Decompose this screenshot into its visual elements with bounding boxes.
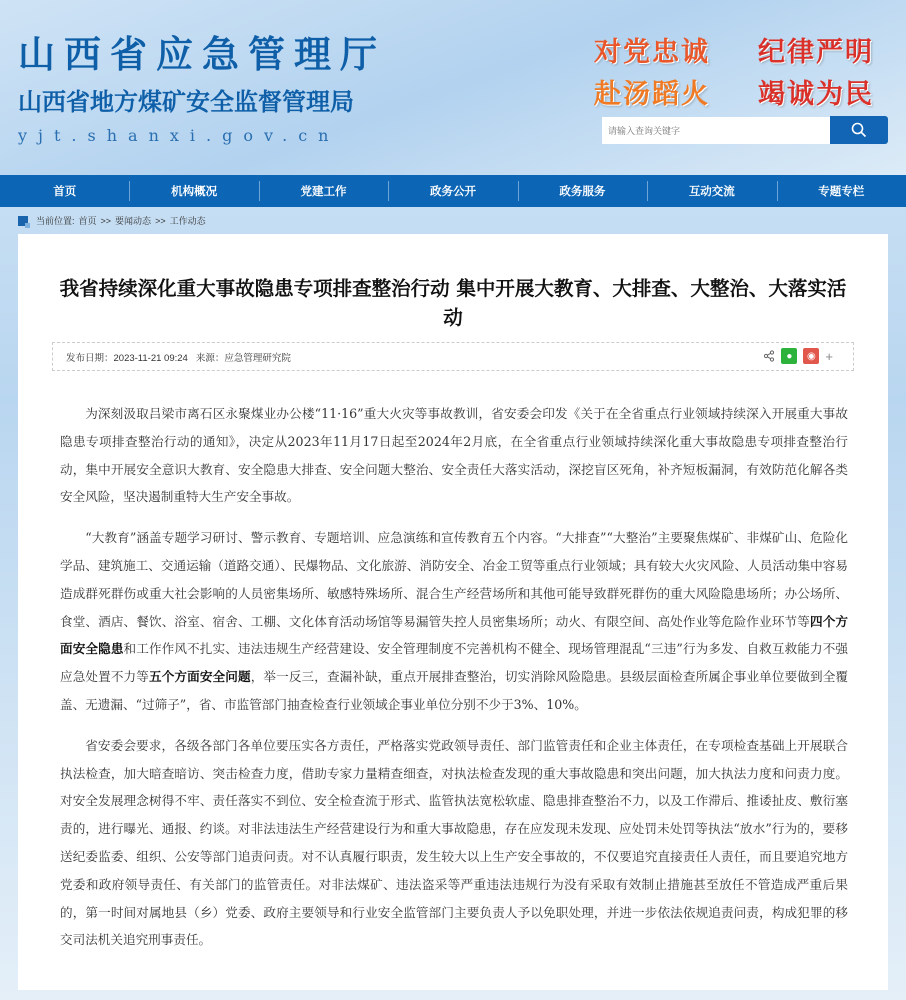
paragraph: 为深刻汲取吕梁市离石区永聚煤业办公楼“11·16”重大火灾等事故教训，省安委会印发《关于在全省重点行业领域持续深入开展重大事故隐患专项排查整治行动的通知》，决定从2023年11月17日起至2024年2月底，在全省重点行业领域持续深化重大事故隐患专项排查整治行动，集中开展安全意识大教育、安全隐患大排查、安全问题大整治、安全责任大落实活动，深挖盲区死角，补齐短板漏洞，有效防范化解各类安全风险，坚决遏制重特大生产安全事故。 (60, 406, 848, 505)
search-button[interactable] (830, 116, 888, 144)
slogan: 对党忠诚 (594, 37, 710, 68)
slogan: 竭诚为民 (758, 79, 874, 110)
location-icon (18, 216, 28, 226)
article-source: 来源：应急管理研究院 (195, 352, 291, 364)
breadcrumb-label: 当前位置: (36, 216, 75, 226)
article-card (18, 234, 888, 990)
site-header (0, 0, 906, 175)
publish-date: 发布日期：2023-11-21 09:24 (66, 352, 188, 364)
plus-icon[interactable]: + (825, 348, 833, 364)
share-bar (763, 348, 833, 364)
main-nav (0, 175, 906, 207)
paragraph (60, 524, 848, 719)
paragraph: 省安委会要求，各级各部门各单位要压实各方责任，严格落实党政领导责任、部门监管责任和企业主体责任，在专项检查基础上开展联合执法检查，加大暗查暗访、突击检查力度，借助专家力量精查细查，对执法检查发现的重大事故隐患和突出问题，加大执法力度和问责力度。对安全发展理念树得不牢、责任落实不到位、安全检查流于形式、监管执法宽松软虚、隐患排查整治不力，以及工作滞后、推诿扯皮、敷衍塞责的，进行曝光、通报、约谈。对非法违法生产经营建设行为和重大事故隐患，存在应发现未发现、应处罚未处罚等执法“放水”行为的，要移送纪委监委、组织、公安等部门追责问责。对不认真履行职责，发生较大以上生产安全事故的，不仅要追究直接责任人责任，而且要追究地方党委和政府领导责任、有关部门的监管责任。对非法煤矿、违法盗采等严重违法违规行为没有采取有效制止措施甚至放任不管造成严重后果的，第一时间对属地县（乡）党委、政府主要领导和行业安全监管部门主要负责人予以免职处理，并进一步依法依规追责问责，构成犯罪的移交司法机关追究刑事责任。 (60, 737, 848, 948)
breadcrumb (18, 214, 206, 227)
site-title: 山西省应急管理厅 (18, 32, 386, 76)
breadcrumb-sep: >> (100, 215, 112, 226)
text: ，举一反三，查漏补缺，重点开展排查整治，切实消除风险隐患。县级层面检查所属企事业单位要做到全覆盖、无遗漏、“过筛子”，省、市监管部门抽查检查行业领域企事业单位分别不少于3%、10%。 (60, 669, 849, 712)
slogan: 纪律严明 (758, 37, 874, 68)
search-icon (851, 122, 867, 138)
search-input[interactable] (602, 117, 830, 144)
nav-party[interactable]: 党建工作 (259, 175, 388, 207)
breadcrumb-sep: >> (155, 215, 166, 226)
nav-topics[interactable]: 专题专栏 (777, 175, 906, 207)
nav-services[interactable]: 政务服务 (518, 175, 647, 207)
nav-public[interactable]: 政务公开 (388, 175, 517, 207)
nav-about[interactable]: 机构概况 (129, 175, 258, 207)
weibo-icon[interactable]: ◉ (803, 348, 819, 364)
article-title: 我省持续深化重大事故隐患专项排查整治行动 集中开展大教育、大排查、大整治、大落实活动 (59, 277, 847, 329)
text: 和工作作风不扎实、违法违规生产经营建设、安全管理制度不完善机构不健全、现场管理混乱“三违”行为多发、自救互救能力不强应急处置不力等 (60, 641, 848, 685)
wechat-icon[interactable]: ● (781, 348, 797, 364)
article-body (60, 400, 848, 967)
nav-home[interactable]: 首页 (53, 184, 77, 198)
bold-text: 五个方面安全问题 (148, 669, 251, 685)
nav-interaction[interactable]: 互动交流 (647, 175, 776, 207)
breadcrumb-news[interactable]: 要闻动态 (115, 216, 152, 226)
slogan: 赴汤蹈火 (594, 79, 710, 110)
site-subtitle: 山西省地方煤矿安全监督管理局 (18, 87, 354, 116)
breadcrumb-home[interactable]: 首页 (78, 216, 97, 226)
article-meta (52, 342, 854, 371)
breadcrumb-work[interactable]: 工作动态 (169, 216, 206, 226)
text: “大教育”涵盖专题学习研讨、警示教育、专题培训、应急演练和宣传教育五个内容。“大排查”“大整治”主要聚焦煤矿、非煤矿山、危险化学品、建筑施工、交通运输（道路交通）、民爆物品、文化旅游、消防安全、冶金工贸等重点行业领域；具有较大火灾风险、人员活动集中容易造成群死群伤或重大社会影响的人员密集场所、敏感特殊场所、混合生产经营场所和其他可能导致群死群伤的重大风险隐患场所；办公场所、食堂、酒店、餐饮、浴室、宿舍、工棚、文化体育活动场馆等易漏管失控人员密集场所；动火、有限空间、高处作业等危险作业环节等 (60, 530, 848, 629)
site-domain: yjt.shanxi.gov.cn (18, 126, 340, 145)
bold-text: 四个方面安全隐患 (60, 613, 849, 657)
share-icon[interactable] (763, 350, 775, 362)
